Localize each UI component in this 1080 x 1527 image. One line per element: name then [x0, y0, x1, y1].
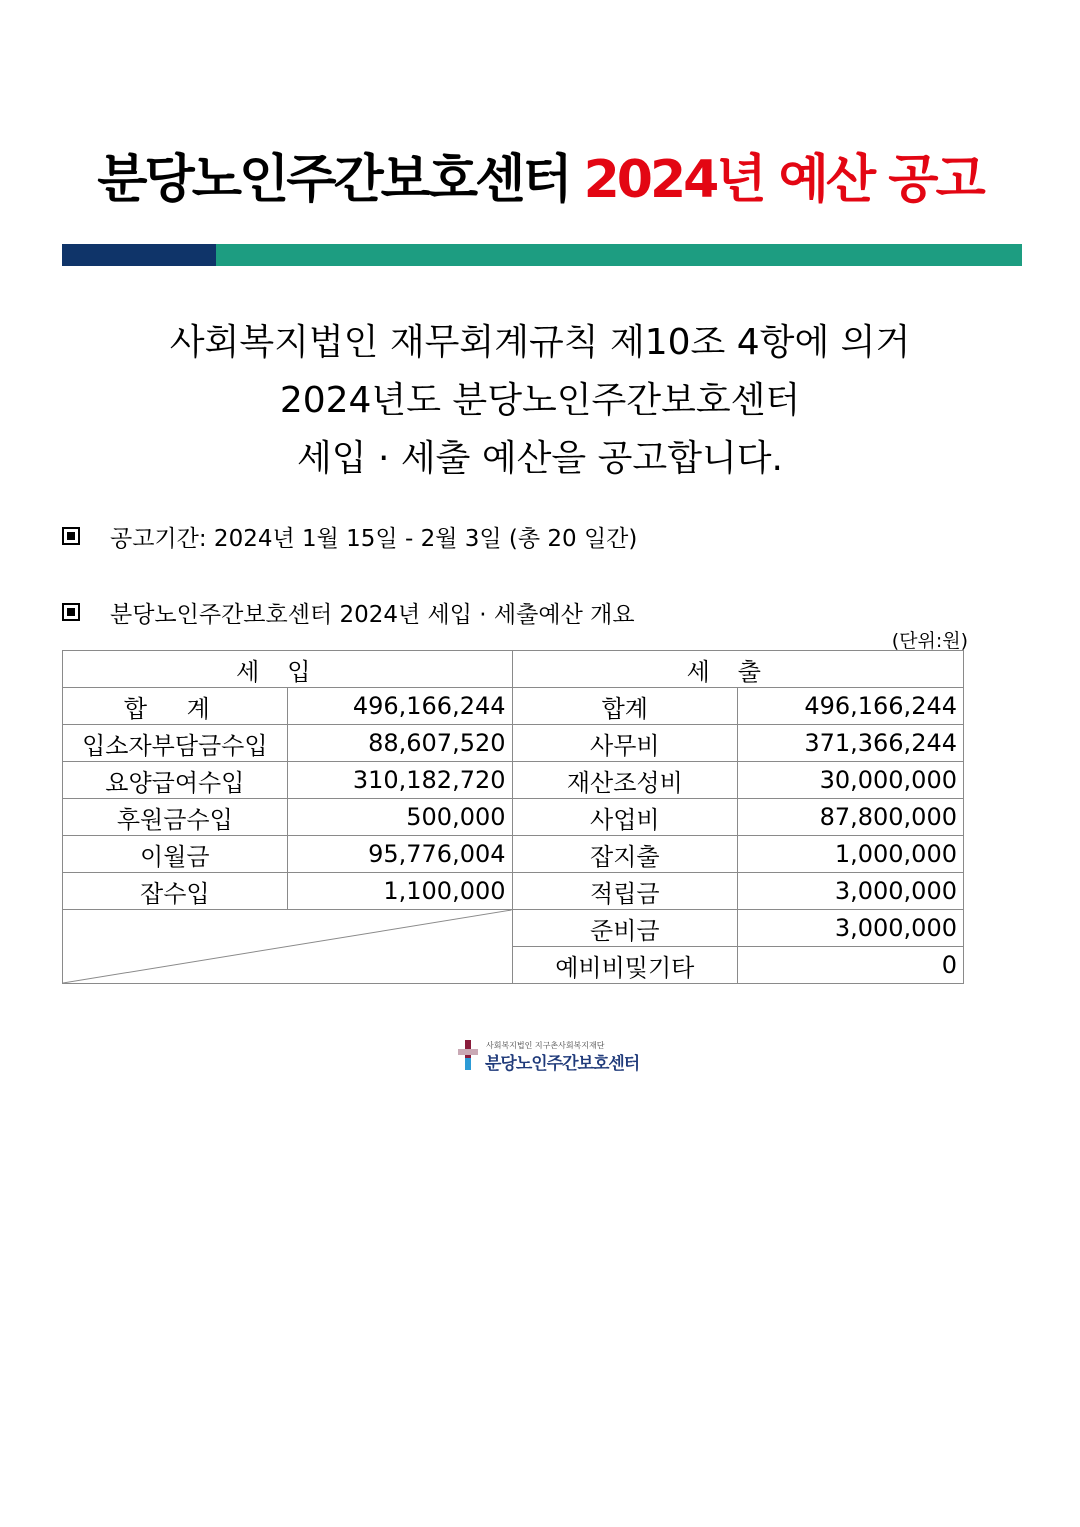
- table-row: [63, 910, 964, 947]
- diagonal-line: [63, 910, 512, 983]
- expense-amount: 3,000,000: [738, 910, 964, 947]
- budget-table: [62, 650, 964, 984]
- expense-amount: 0: [738, 947, 964, 984]
- page-title: [0, 140, 1080, 220]
- table-row: [63, 873, 964, 910]
- expense-amount: 371,366,244: [738, 725, 964, 762]
- empty-diagonal-cell: [63, 910, 513, 984]
- expense-amount: 30,000,000: [738, 762, 964, 799]
- revenue-label: 합 계: [63, 688, 288, 725]
- revenue-header: 세입: [63, 651, 513, 688]
- expense-label: 사업비: [512, 799, 738, 836]
- revenue-label: 잡수입: [63, 873, 288, 910]
- logo-name: 분당노인주간보호센터: [485, 1054, 640, 1074]
- title-main: 분당노인주간보호센터: [97, 150, 570, 210]
- revenue-amount: 310,182,720: [287, 762, 512, 799]
- revenue-amount: 88,607,520: [287, 725, 512, 762]
- expense-header: 세출: [512, 651, 963, 688]
- intro-line-3: 세입 · 세출 예산을 공고합니다.: [297, 438, 783, 479]
- header-bar-teal: [216, 244, 1022, 266]
- revenue-amount: 500,000: [287, 799, 512, 836]
- table-row: [63, 799, 964, 836]
- expense-amount: 496,166,244: [738, 688, 964, 725]
- table-row: [63, 725, 964, 762]
- expense-amount: 3,000,000: [738, 873, 964, 910]
- expense-amount: 1,000,000: [738, 836, 964, 873]
- title-highlight: 2024년 예산 공고: [583, 150, 983, 210]
- header-bar-navy: [62, 244, 216, 266]
- unit-label: (단위:원): [891, 630, 968, 652]
- table-row: [63, 762, 964, 799]
- logo-subtitle: 사회복지법인 지구촌사회복지재단: [486, 1041, 605, 1050]
- intro-line-2: 2024년도 분당노인주간보호센터: [279, 380, 801, 421]
- expense-label: 예비비및기타: [512, 947, 738, 984]
- revenue-amount: 496,166,244: [287, 688, 512, 725]
- revenue-label: 후원금수입: [63, 799, 288, 836]
- revenue-label: 입소자부담금수입: [63, 725, 288, 762]
- revenue-amount: 95,776,004: [287, 836, 512, 873]
- table-row: [63, 836, 964, 873]
- square-bullet-icon: [62, 603, 80, 621]
- table-header-row: [63, 651, 964, 688]
- overview-row: [62, 596, 635, 628]
- organization-logo: [458, 1038, 640, 1074]
- intro-text: [0, 314, 1080, 488]
- expense-label: 준비금: [512, 910, 738, 947]
- square-bullet-icon: [62, 527, 80, 545]
- period-text: 공고기간: 2024년 1월 15일 - 2월 3일 (총 20 일간): [110, 525, 638, 552]
- revenue-label: 요양급여수입: [63, 762, 288, 799]
- expense-label: 재산조성비: [512, 762, 738, 799]
- expense-label: 사무비: [512, 725, 738, 762]
- revenue-amount: 1,100,000: [287, 873, 512, 910]
- expense-label: 적립금: [512, 873, 738, 910]
- period-row: [62, 520, 637, 552]
- cross-logo-icon: [458, 1040, 478, 1070]
- intro-line-1: 사회복지법인 재무회계규칙 제10조 4항에 의거: [169, 322, 911, 363]
- expense-label: 잡지출: [512, 836, 738, 873]
- expense-amount: 87,800,000: [738, 799, 964, 836]
- table-row: [63, 688, 964, 725]
- revenue-label: 이월금: [63, 836, 288, 873]
- expense-label: 합계: [512, 688, 738, 725]
- overview-title: 분당노인주간보호센터 2024년 세입 · 세출예산 개요: [110, 601, 635, 628]
